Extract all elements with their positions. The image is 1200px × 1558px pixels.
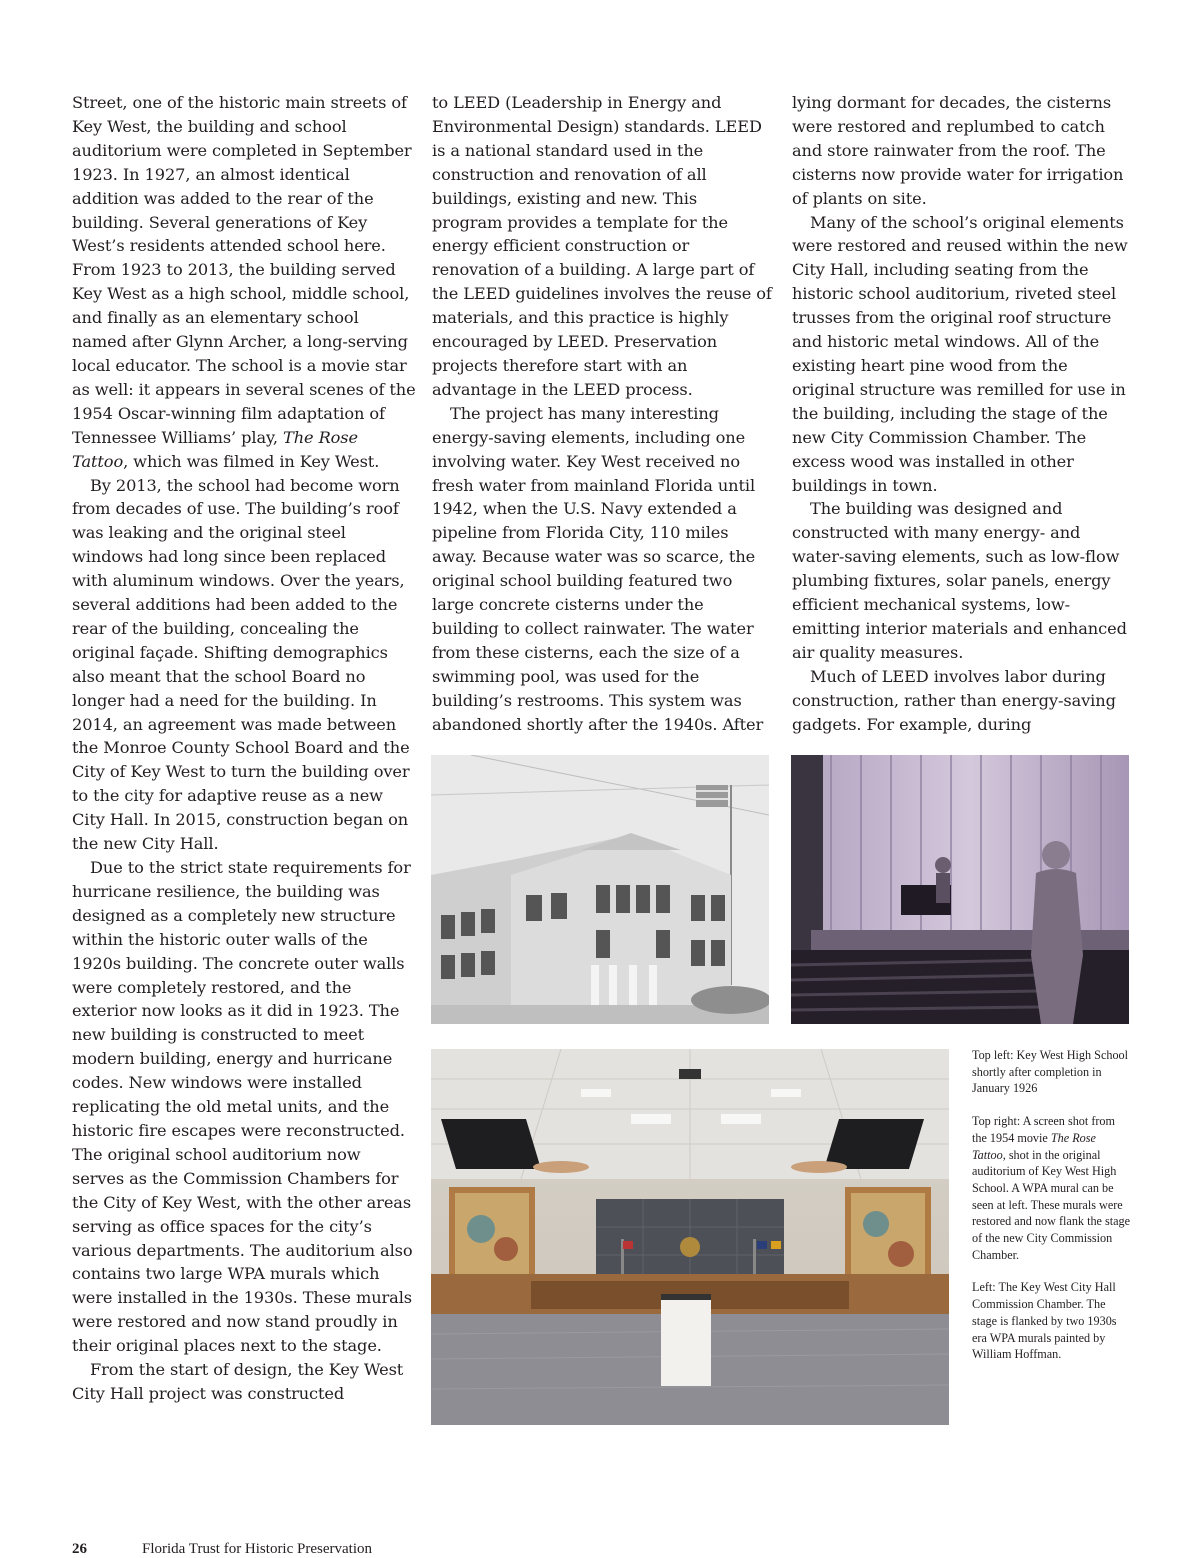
- paragraph: lying dormant for decades, the cisterns were restored and replumbed to catch and store rainwater from the roof. The cisterns now provide water for irrigation of plants on site.: [792, 93, 1124, 208]
- paragraph: By 2013, the school had become worn from decades of use. The building’s roof was leaking and the original steel windows had long since been replaced with aluminum windows. Over the years, several additions had been added to the rear of the building, concealing the original façade. Shifting demographics also meant that the school Board no longer had a need for the building. In 2014, an agreement was made between the Monroe County School Board and the City of Key West to turn the building over to the city for adaptive reuse as a new City Hall. In 2015, construction began on the new City Hall.: [72, 475, 410, 854]
- text-column-1: [72, 91, 417, 1406]
- paragraph: From the start of design, the Key West City Hall project was constructed: [72, 1360, 404, 1403]
- paragraph: Due to the strict state requirements for hurricane resilience, the building was designed as a completely new structure within the historic outer walls of the 1920s building. The concrete outer walls were completely restored, and the exterior now looks as it did in 1923. The new building is constructed to meet modern building, energy and hurricane codes. New windows were installed replicating the old metal units, and the historic fire escapes were reconstructed. The original school auditorium now serves as the Commission Chambers for the City of Key West, with the other areas serving as office spaces for the city’s various departments. The auditorium also contains two large WPA murals which were installed in the 1930s. These murals were restored and now stand proudly in their original places next to the stage.: [72, 858, 413, 1356]
- page-number: 26: [72, 1541, 87, 1557]
- caption-left: Left: The Key West City Hall Commission Chamber. The stage is flanked by two 1930s era WPA murals painted by William Hoffman.: [972, 1280, 1117, 1362]
- paragraph: Many of the school’s original elements were restored and reused within the new City Hall, including seating from the historic school auditorium, riveted steel trusses from the original roof structure and historic metal windows. All of the existing heart pine wood from the original structure was remilled for use in the building, including the stage of the new City Commission Chamber. The excess wood was installed in other buildings in town.: [792, 212, 1128, 495]
- caption-top-left: Top left: Key West High School shortly after completion in January 1926: [972, 1048, 1129, 1096]
- paragraph: Street, one of the historic main streets of Key West, the building and school auditorium were completed in September 1923. In 1927, an almost identical addition was added to the rear of the building. Several generations of Key West’s residents attended school here. From 1923 to 2013, the building served Key West as a high school, middle school, and finally as an elementary school named after Glynn Archer, a long-serving local educator. The school is a movie star as well: it appears in several scenes of the 1954 Oscar-winning film adaptation of Tennessee Williams’ play, The Rose Tattoo, which was filmed in Key West.: [72, 93, 416, 471]
- photo-captions: [972, 1047, 1132, 1379]
- paragraph: The project has many interesting energy-saving elements, including one involving water. Key West received no fresh water from mainland Florida until 1942, when the U.S. Navy extended a pipeline from Florida City, 110 miles away. Because water was so scarce, the original school building featured two large concrete cisterns under the building to collect rainwater. The water from these cisterns, each the size of a swimming pool, was used for the building’s restrooms. This system was abandoned shortly after the 1940s. After: [432, 403, 764, 734]
- paragraph: to LEED (Leadership in Energy and Environmental Design) standards. LEED is a national standard used in the construction and renovation of all buildings, existing and new. This program provides a template for the energy efficient construction or renovation of a building. A large part of the LEED guidelines involves the reuse of materials, and this practice is highly encouraged by LEED. Preservation projects therefore start with an advantage in the LEED process.: [432, 93, 772, 399]
- caption-top-right: Top right: A screen shot from the 1954 movie The Rose Tattoo, shot in the original auditorium of Key West High School. A WPA mural can be seen at left. These murals were restored and now flank the stage of the new City Commission Chamber.: [972, 1114, 1131, 1262]
- school-exterior-photo: [431, 755, 769, 1024]
- movie-title: The Rose Tattoo: [72, 427, 358, 471]
- publication-name: Florida Trust for Historic Preservation: [142, 1541, 372, 1557]
- commission-chamber-photo: [431, 1049, 949, 1425]
- text-column-3: [792, 91, 1132, 736]
- paragraph: Much of LEED involves labor during construction, rather than energy-saving gadgets. For example, during: [792, 666, 1116, 734]
- movie-still-photo: [791, 755, 1129, 1024]
- text-column-2: [432, 91, 772, 736]
- paragraph: The building was designed and constructed with many energy- and water-saving elements, such as low-flow plumbing fixtures, solar panels, energy efficient mechanical systems, low-emitting interior materials and enhanced air quality measures.: [792, 499, 1127, 662]
